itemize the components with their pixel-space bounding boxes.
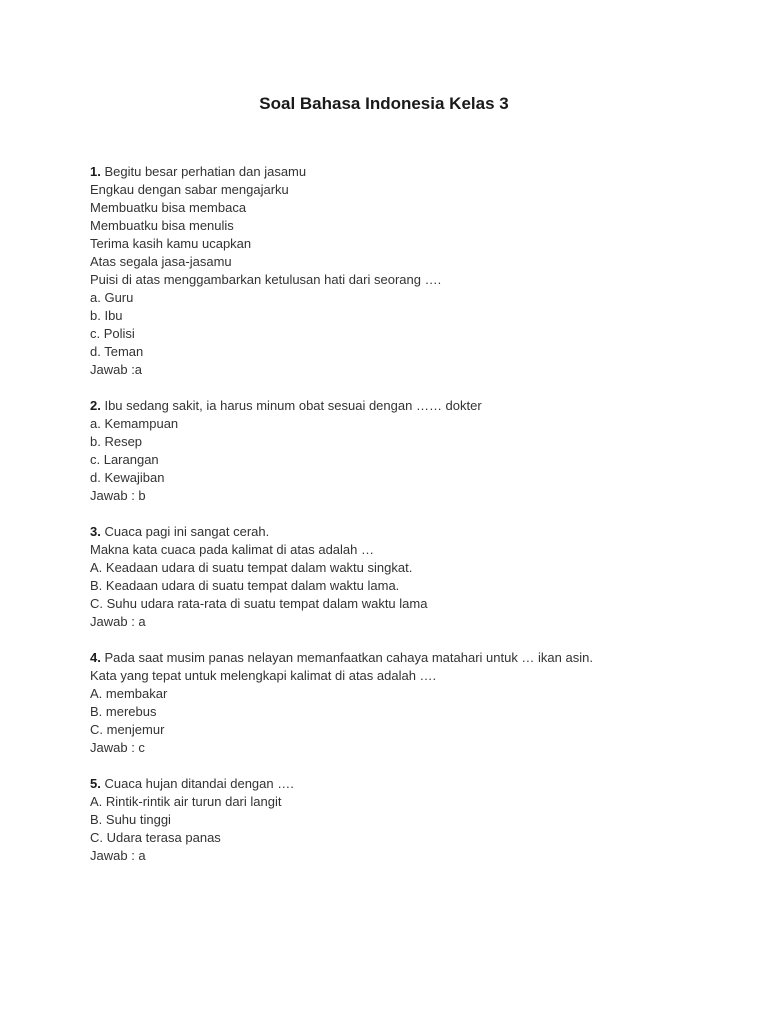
answer-key: Jawab : a (90, 848, 146, 863)
answer-key: Jawab : b (90, 488, 146, 503)
question-stem (90, 775, 730, 793)
question-list (90, 163, 730, 883)
question-text: Begitu besar perhatian dan jasamu (104, 164, 307, 179)
answer-key: Jawab : c (90, 740, 145, 755)
answer-key: Jawab :a (90, 362, 143, 377)
answer-option: a. Guru (90, 290, 134, 305)
question-stem (90, 163, 730, 181)
answer-option: A. membakar (90, 686, 168, 701)
answer-option: A. Rintik-rintik air turun dari langit (90, 794, 282, 809)
question-2 (90, 397, 730, 505)
question-prompt: Puisi di atas menggambarkan ketulusan hati dari seorang …. (90, 272, 442, 287)
question-number: 2. (90, 398, 101, 413)
question-stem (90, 397, 730, 415)
answer-option: d. Teman (90, 344, 144, 359)
poem-line: Atas segala jasa-jasamu (90, 254, 232, 269)
document-title: Soal Bahasa Indonesia Kelas 3 (259, 94, 509, 113)
answer-option: B. Suhu tinggi (90, 812, 171, 827)
question-4 (90, 649, 730, 757)
question-text: Pada saat musim panas nelayan memanfaatkan cahaya matahari untuk … ikan asin. (104, 650, 593, 665)
question-3 (90, 523, 730, 631)
answer-option: B. Keadaan udara di suatu tempat dalam waktu lama. (90, 578, 400, 593)
question-5 (90, 775, 730, 865)
question-text: Ibu sedang sakit, ia harus minum obat sesuai dengan …… dokter (104, 398, 482, 413)
poem-line: Membuatku bisa membaca (90, 200, 247, 215)
answer-option: c. Polisi (90, 326, 135, 341)
question-text: Cuaca hujan ditandai dengan …. (104, 776, 294, 791)
answer-option: A. Keadaan udara di suatu tempat dalam waktu singkat. (90, 560, 413, 575)
question-text: Cuaca pagi ini sangat cerah. (104, 524, 270, 539)
answer-option: C. menjemur (90, 722, 165, 737)
question-number: 5. (90, 776, 101, 791)
question-stem (90, 523, 730, 541)
question-number: 4. (90, 650, 101, 665)
question-number: 1. (90, 164, 101, 179)
question-stem (90, 649, 730, 667)
answer-option: b. Resep (90, 434, 143, 449)
poem-line: Membuatku bisa menulis (90, 218, 234, 233)
question-1 (90, 163, 730, 379)
answer-option: b. Ibu (90, 308, 123, 323)
answer-key: Jawab : a (90, 614, 146, 629)
answer-option: C. Udara terasa panas (90, 830, 221, 845)
answer-option: c. Larangan (90, 452, 159, 467)
question-number: 3. (90, 524, 101, 539)
answer-option: C. Suhu udara rata-rata di suatu tempat dalam waktu lama (90, 596, 428, 611)
answer-option: B. merebus (90, 704, 157, 719)
answer-option: a. Kemampuan (90, 416, 179, 431)
question-prompt: Makna kata cuaca pada kalimat di atas adalah … (90, 542, 375, 557)
question-prompt: Kata yang tepat untuk melengkapi kalimat di atas adalah …. (90, 668, 437, 683)
answer-option: d. Kewajiban (90, 470, 165, 485)
poem-line: Terima kasih kamu ucapkan (90, 236, 252, 251)
poem-line: Engkau dengan sabar mengajarku (90, 182, 289, 197)
